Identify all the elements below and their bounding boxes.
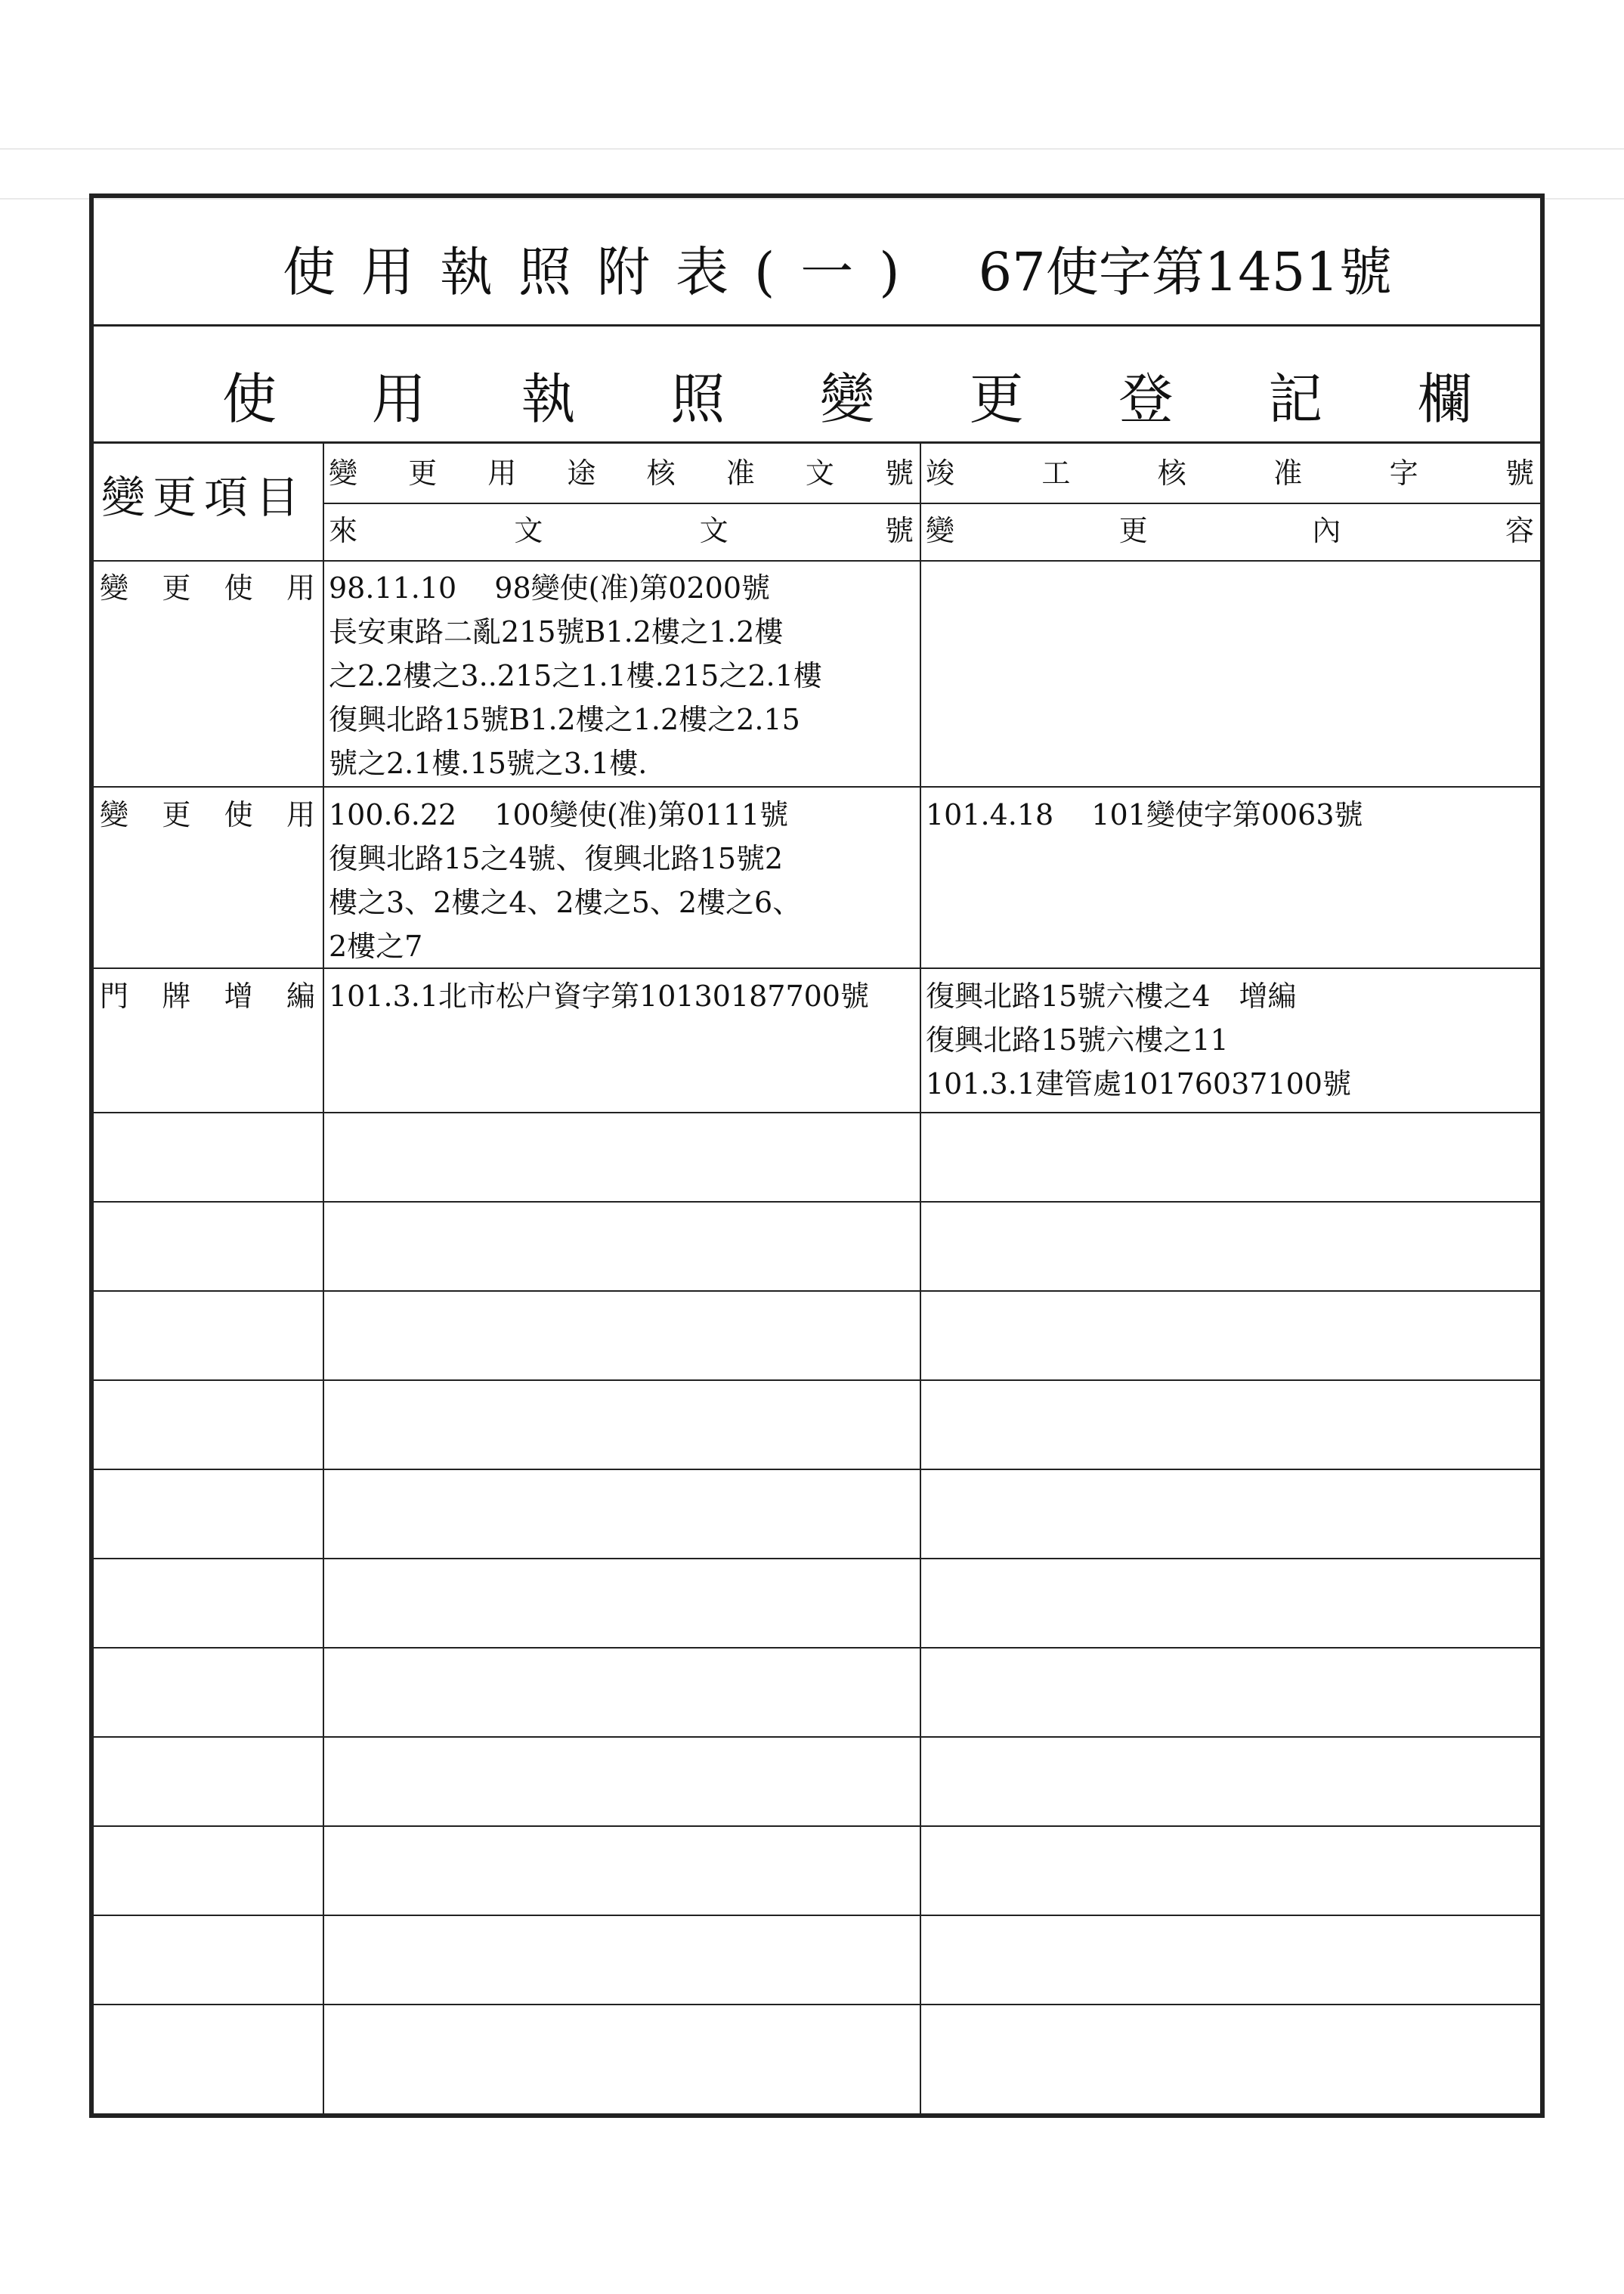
- row-divider: [94, 1112, 1540, 1113]
- text-line: 2樓之7: [329, 930, 423, 963]
- title-label: 使用執照附表(一): [283, 241, 926, 303]
- section-title-char: 照: [670, 367, 725, 431]
- row-content-text: [921, 971, 1540, 1111]
- text-line: 98.11.10 98變使(准)第0200號: [329, 571, 771, 605]
- column-divider: [920, 444, 921, 2113]
- row-ref-text: [324, 563, 920, 785]
- row-divider: [94, 1290, 1540, 1292]
- section-title-char: 用: [371, 367, 426, 431]
- item-char: 更: [162, 798, 191, 831]
- row-divider: [94, 1647, 1540, 1649]
- item-char: 用: [286, 571, 315, 605]
- column-header-approval-no: [323, 447, 920, 501]
- item-char: 使: [224, 571, 253, 605]
- title-band: [94, 198, 1540, 327]
- row-content-text: [921, 790, 1540, 967]
- section-title-char: 使: [222, 367, 277, 431]
- row-divider: [94, 786, 1540, 788]
- header-char: 核: [646, 457, 676, 490]
- item-char: 增: [224, 980, 253, 1013]
- text-line: 101.3.1建管處10176037100號: [926, 1067, 1351, 1101]
- license-appendix-form: [89, 193, 1545, 2118]
- header-char: 號: [884, 457, 914, 490]
- text-line: 復興北路15號B1.2樓之1.2樓之2.15: [329, 703, 800, 736]
- header-char: 途: [567, 457, 596, 490]
- section-title-char: 更: [969, 367, 1024, 431]
- column-header-completion-no: [921, 447, 1540, 501]
- row-divider: [94, 1379, 1540, 1381]
- form-title: [283, 230, 1392, 306]
- text-line: 100.6.22 100變使(准)第0111號: [329, 798, 789, 831]
- column-header-ref-no: [323, 504, 920, 559]
- header-char: 用: [487, 457, 517, 490]
- header-char: 工: [1041, 457, 1071, 490]
- row-divider: [94, 1201, 1540, 1203]
- section-title: [94, 355, 1540, 434]
- header-char: 文: [514, 514, 543, 547]
- header-char: 號: [884, 514, 914, 547]
- header-char: 更: [1118, 514, 1148, 547]
- row-divider: [94, 1736, 1540, 1738]
- row-ref-text: [324, 790, 920, 967]
- item-char: 用: [286, 798, 315, 831]
- section-title-char: 執: [521, 367, 576, 431]
- item-char: 變: [100, 798, 129, 831]
- header-char: 容: [1505, 514, 1534, 547]
- header-char: 字: [1389, 457, 1418, 490]
- text-line: 之2.2樓之3..215之1.1樓.215之2.1樓: [329, 659, 822, 692]
- header-char: 竣: [926, 457, 955, 490]
- text-line: 101.4.18 101變使字第0063號: [926, 798, 1363, 831]
- row-item-label: [94, 971, 323, 1017]
- row-divider: [94, 1558, 1540, 1559]
- text-line: 復興北路15之4號、復興北路15號2: [329, 842, 784, 875]
- row-divider: [94, 1469, 1540, 1470]
- section-title-char: 欄: [1417, 367, 1472, 431]
- row-divider: [94, 2004, 1540, 2005]
- header-char: 文: [805, 457, 834, 490]
- text-line: 復興北路15號六樓之11: [926, 1023, 1229, 1057]
- section-title-char: 記: [1268, 367, 1323, 431]
- row-divider: [94, 1825, 1540, 1827]
- row-item-label: [94, 790, 323, 835]
- column-header-item: 變更項目: [101, 472, 308, 523]
- section-title-char: 變: [819, 367, 874, 431]
- header-char: 准: [1273, 457, 1303, 490]
- registration-band: [94, 327, 1540, 444]
- text-line: 101.3.1北市松户資字第10130187700號: [329, 980, 869, 1013]
- row-item-label: [94, 563, 323, 608]
- item-char: 使: [224, 798, 253, 831]
- item-char: 牌: [162, 980, 191, 1013]
- header-divider: [94, 560, 1540, 562]
- column-header-change-content: [921, 504, 1540, 559]
- item-char: 更: [162, 571, 191, 605]
- text-line: 復興北路15號六樓之4 增編: [926, 980, 1297, 1013]
- change-record-table: [94, 444, 1540, 2113]
- header-char: 變: [926, 514, 955, 547]
- item-char: 門: [100, 980, 129, 1013]
- text-line: 號之2.1樓.15號之3.1樓.: [329, 747, 648, 780]
- header-char: 來: [329, 514, 358, 547]
- item-char: 變: [100, 571, 129, 605]
- header-char: 核: [1157, 457, 1186, 490]
- text-line: 長安東路二亂215號B1.2樓之1.2樓: [329, 615, 784, 649]
- header-char: 號: [1505, 457, 1534, 490]
- license-number: 67使字第1451號: [978, 241, 1392, 303]
- row-ref-text: [324, 971, 920, 1111]
- header-char: 內: [1312, 514, 1341, 547]
- header-char: 准: [725, 457, 755, 490]
- item-char: 編: [286, 980, 315, 1013]
- row-divider: [94, 967, 1540, 969]
- header-char: 變: [329, 457, 358, 490]
- section-title-char: 登: [1118, 367, 1174, 431]
- header-char: 更: [408, 457, 438, 490]
- header-char: 文: [699, 514, 728, 547]
- row-divider: [94, 1915, 1540, 1916]
- text-line: 樓之3、2樓之4、2樓之5、2樓之6、: [329, 886, 802, 919]
